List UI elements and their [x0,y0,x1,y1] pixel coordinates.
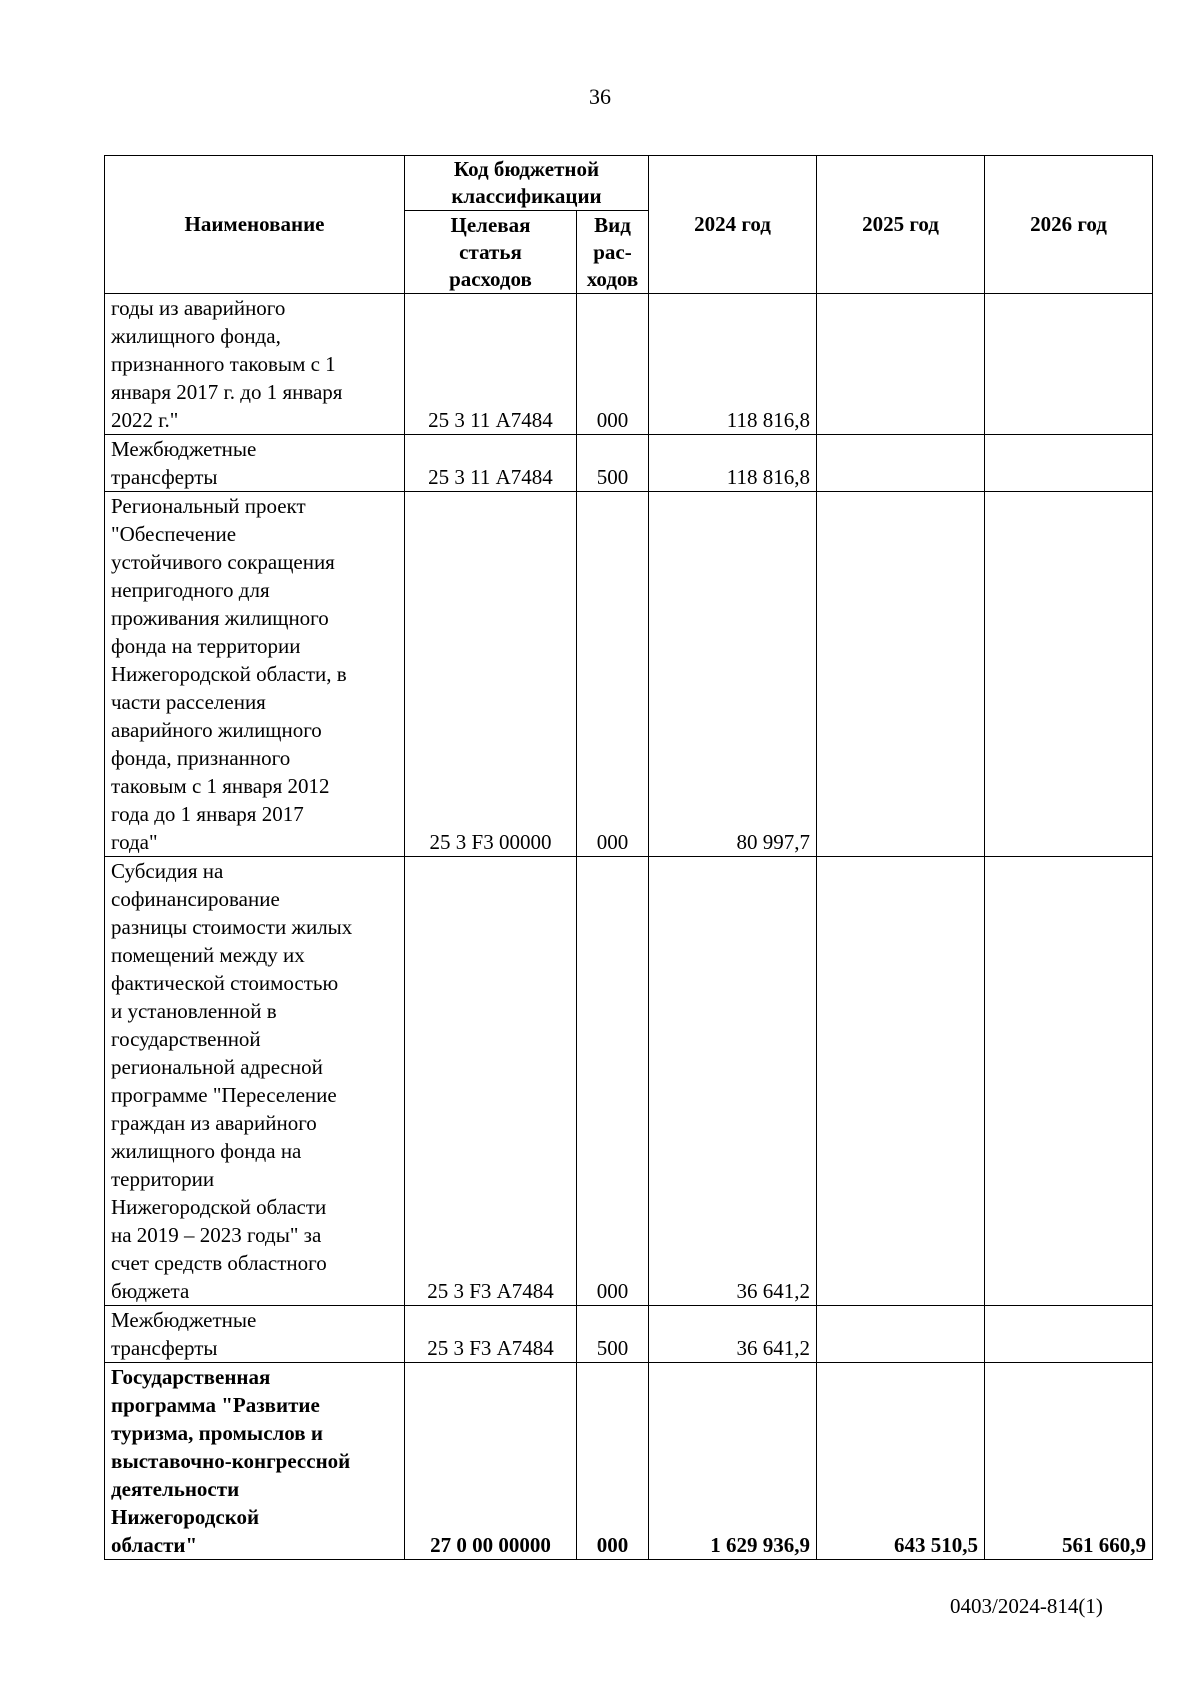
header-2026: 2026 год [985,156,1153,294]
row-value-2026 [985,1306,1153,1363]
row-target-code: 25 3 11 А7484 [405,435,577,492]
row-target-code: 25 3 11 А7484 [405,294,577,435]
row-kind-code: 000 [577,857,649,1306]
document-id: 0403/2024-814(1) [950,1594,1103,1618]
row-name: Субсидия на софинансирование разницы стоимости жилых помещений между их фактической стоимостью и установленной в государственной региональной адресной программе "Переселение граждан из аварийного жилищного фонда на территории Нижегородской области на 2019 – 2023 годы" за счет средств областного бюджета [105,857,405,1306]
table-row [105,857,1153,1306]
header-2024: 2024 год [649,156,817,294]
row-value-2024: 80 997,7 [649,492,817,857]
table-row [105,294,1153,435]
row-value-2026: 561 660,9 [985,1363,1153,1560]
table-header [105,156,1153,294]
header-budget-code: Код бюджетной классификации [405,156,649,211]
row-name: Межбюджетные трансферты [105,435,405,492]
row-value-2024: 1 629 936,9 [649,1363,817,1560]
row-value-2024: 36 641,2 [649,857,817,1306]
row-value-2025 [817,435,985,492]
row-value-2025: 643 510,5 [817,1363,985,1560]
table-row [105,435,1153,492]
row-kind-code: 000 [577,492,649,857]
row-target-code: 25 3 F3 00000 [405,492,577,857]
row-kind-code: 000 [577,294,649,435]
row-kind-code: 500 [577,1306,649,1363]
row-target-code: 27 0 00 00000 [405,1363,577,1560]
row-name: годы из аварийного жилищного фонда, признанного таковым с 1 января 2017 г. до 1 января 2022 г." [105,294,405,435]
row-name: Государственная программа "Развитие туризма, промыслов и выставочно-конгрессной деятельности Нижегородской области" [105,1363,405,1560]
header-name: Наименование [105,156,405,294]
row-kind-code: 500 [577,435,649,492]
row-value-2025 [817,294,985,435]
table-row [105,492,1153,857]
table-body [105,294,1153,1560]
row-value-2024: 36 641,2 [649,1306,817,1363]
row-value-2024: 118 816,8 [649,294,817,435]
row-target-code: 25 3 F3 А7484 [405,1306,577,1363]
budget-table [104,155,1153,1560]
header-2025: 2025 год [817,156,985,294]
row-name: Региональный проект "Обеспечение устойчивого сокращения непригодного для проживания жилищного фонда на территории Нижегородской области, в части расселения аварийного жилищного фонда, признанного таковым с 1 января 2012 года до 1 января 2017 года" [105,492,405,857]
row-value-2026 [985,492,1153,857]
table-row [105,1306,1153,1363]
row-value-2025 [817,857,985,1306]
page-number: 36 [589,84,611,109]
row-value-2025 [817,1306,985,1363]
row-name: Межбюджетные трансферты [105,1306,405,1363]
row-value-2026 [985,294,1153,435]
table-row [105,1363,1153,1560]
row-value-2026 [985,857,1153,1306]
row-value-2026 [985,435,1153,492]
row-target-code: 25 3 F3 А7484 [405,857,577,1306]
row-value-2025 [817,492,985,857]
row-value-2024: 118 816,8 [649,435,817,492]
header-kind: Вид рас-ходов [577,211,649,294]
row-kind-code: 000 [577,1363,649,1560]
header-target: Целевая статья расходов [405,211,577,294]
